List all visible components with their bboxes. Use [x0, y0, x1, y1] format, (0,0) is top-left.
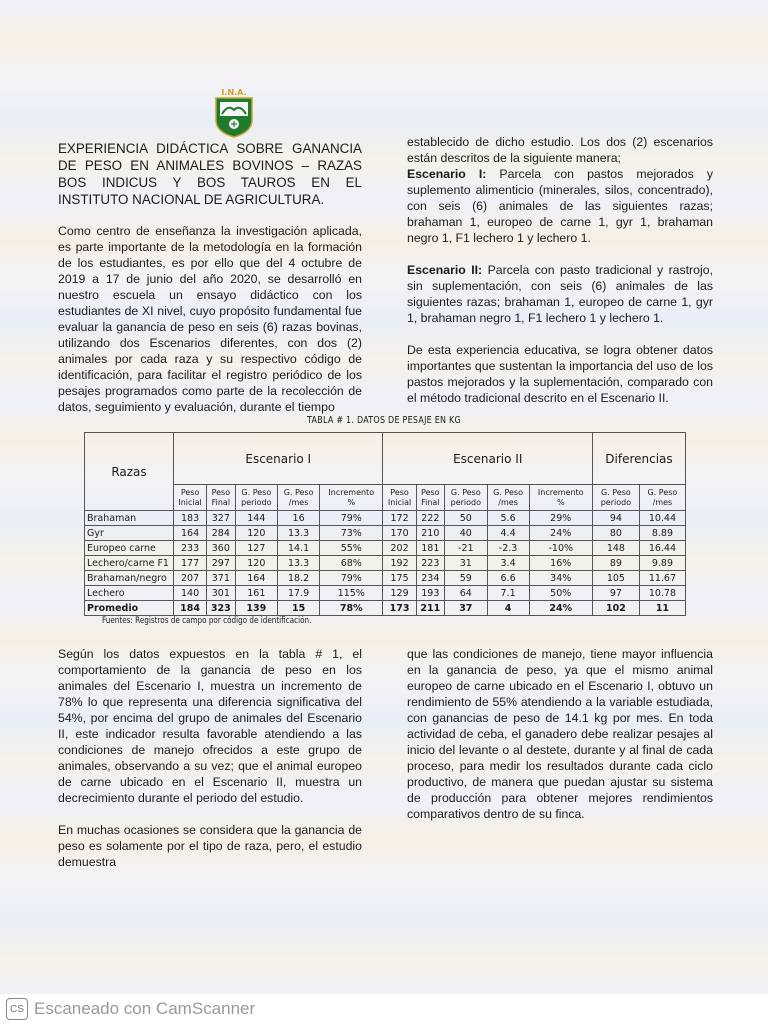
- left-column-bottom: [58, 646, 362, 870]
- intro-paragraph: Como centro de enseñanza la investigación aplicada, es parte importante de la metodología en la formación de los estudiantes, es por ello que del 4 octubre de 2019 a 17 de junio del año 2020, se desarrolló en nuestro escuela un ensayo didáctico con los estudiantes de XI nivel, cuyo propósito fundamental fue evaluar la ganancia de peso en seis (6) razas bovinas, utilizando dos Escenarios diferentes, con dos (2) animales por cada raza y su respectivo código de identificación, para facilitar el registro periódico de los pesajes programados como parte de la recolección de datos, seguimiento y evaluación, durante el tiempo: [58, 224, 362, 414]
- sub-header: [444, 485, 487, 511]
- breed-name: Gyr: [85, 526, 174, 541]
- table-cell: 79%: [320, 571, 383, 586]
- table-cell: 9.89: [639, 556, 685, 571]
- sub-header-line: %: [347, 497, 356, 507]
- sub-header-line: G. Peso: [647, 487, 678, 497]
- table-cell: 102: [592, 601, 639, 616]
- intro-continuation: establecido de dicho estudio. Los dos (2) escenarios están descritos de la siguiente manera;: [407, 135, 713, 165]
- table-row: [85, 526, 686, 541]
- table-cell: 192: [383, 556, 416, 571]
- sub-header-line: Incremento: [328, 487, 375, 497]
- table-cell: 211: [416, 601, 444, 616]
- table-cell: 183: [174, 511, 207, 526]
- table-cell: 164: [174, 526, 207, 541]
- table-cell: 371: [207, 571, 235, 586]
- table-cell: 40: [444, 526, 487, 541]
- table-cell: 327: [207, 511, 235, 526]
- table-cell: 175: [383, 571, 416, 586]
- camscanner-icon: CS: [6, 998, 28, 1020]
- sub-header: [235, 485, 278, 511]
- table-cell: 13.3: [278, 556, 320, 571]
- sub-header: [207, 485, 235, 511]
- table-body: [85, 511, 686, 616]
- scenario-2-text: Parcela con pasto tradicional y rastrojo, sin suplementación, con seis (6) animales de las siguientes razas; brahaman 1, europeo de carne 1, gyr 1, brahaman negro 1, F1 lechero 1 y lechero 1.: [407, 263, 713, 325]
- logo-text: I.N.A.: [221, 88, 247, 97]
- sub-header-line: /mes: [498, 497, 518, 507]
- table-cell: 181: [416, 541, 444, 556]
- analysis-paragraph-1: Según los datos expuestos en la tabla # 1, el comportamiento de la ganancia de peso en los animales del Escenario I, muestra un incremento de 78% lo que representa una diferencia significativa del 54%, por encima del grupo de animales del Escenario II, este indicador resulta favorable atendiendo a las condiciones de manejo ofrecidos a este grupo de animales, observando a su vez; que el animal europeo de carne ubicado en el Escenario II, muestra un decrecimiento durante el periodo del estudio.: [58, 647, 362, 805]
- scenario-2-paragraph: [407, 262, 713, 326]
- table-cell: -21: [444, 541, 487, 556]
- left-column-top: [58, 140, 362, 415]
- table-cell: 13.3: [278, 526, 320, 541]
- right-column-top: [407, 134, 713, 406]
- table-cell: 5.6: [487, 511, 529, 526]
- table-cell: 16: [278, 511, 320, 526]
- weighing-table: [84, 432, 686, 616]
- sub-header-line: G. Peso: [493, 487, 523, 497]
- breed-name: Brahaman: [85, 511, 174, 526]
- sub-header-line: G. Peso: [283, 487, 314, 497]
- sub-header: [174, 485, 207, 511]
- table-cell: 120: [235, 526, 278, 541]
- sub-header-line: G. Peso: [450, 487, 481, 497]
- sub-header-line: Incremento: [537, 487, 584, 497]
- table-cell: 29%: [529, 511, 592, 526]
- sub-header: [487, 485, 529, 511]
- differences-header: Diferencias: [592, 433, 685, 485]
- camscanner-footer: [0, 994, 768, 1024]
- table-cell: 127: [235, 541, 278, 556]
- table-cell: 222: [416, 511, 444, 526]
- scenario-2-header: Escenario II: [383, 433, 592, 485]
- table-cell: 161: [235, 586, 278, 601]
- table-cell: 129: [383, 586, 416, 601]
- table-cell: 140: [174, 586, 207, 601]
- table-cell: 223: [416, 556, 444, 571]
- ina-logo: [212, 86, 256, 138]
- document-title: EXPERIENCIA DIDÁCTICA SOBRE GANANCIA DE PESO EN ANIMALES BOVINOS – RAZAS BOS INDICUS Y BOS TAUROS EN EL INSTITUTO NACIONAL DE AGRICULTURA.: [58, 141, 362, 207]
- scenario-1-label: Escenario I:: [407, 167, 487, 181]
- table-cell: 15: [278, 601, 320, 616]
- sub-header-line: Final: [421, 497, 440, 507]
- scenario-1-paragraph: [407, 166, 713, 246]
- table-cell: 301: [207, 586, 235, 601]
- table-cell: 97: [592, 586, 639, 601]
- table-cell: 11: [639, 601, 685, 616]
- table-cell: 7.1: [487, 586, 529, 601]
- table-cell: 193: [416, 586, 444, 601]
- table-cell: 234: [416, 571, 444, 586]
- sub-header-line: Peso: [180, 487, 200, 497]
- scenario-1-header: Escenario I: [174, 433, 383, 485]
- sub-header: [320, 485, 383, 511]
- sub-header: [278, 485, 320, 511]
- sub-header-line: periodo: [241, 497, 272, 507]
- razas-header: Razas: [85, 433, 174, 511]
- table-cell: 18.2: [278, 571, 320, 586]
- table-row: [85, 541, 686, 556]
- table-row: [85, 571, 686, 586]
- table-cell: 172: [383, 511, 416, 526]
- table-cell: 24%: [529, 601, 592, 616]
- table-cell: 120: [235, 556, 278, 571]
- sub-header: [592, 485, 639, 511]
- table-sources: Fuentes: Registros de campo por código de identificación.: [102, 616, 312, 626]
- table-cell: 50: [444, 511, 487, 526]
- sub-header-line: /mes: [288, 497, 309, 507]
- table-cell: 80: [592, 526, 639, 541]
- sub-header-line: /mes: [652, 497, 673, 507]
- table-cell: 4.4: [487, 526, 529, 541]
- table-cell: 79%: [320, 511, 383, 526]
- average-row: [85, 601, 686, 616]
- table-cell: 8.89: [639, 526, 685, 541]
- table-cell: 297: [207, 556, 235, 571]
- table-cell: 10.78: [639, 586, 685, 601]
- table-cell: 148: [592, 541, 639, 556]
- breed-name: Brahaman/negro: [85, 571, 174, 586]
- table-cell: 284: [207, 526, 235, 541]
- table-cell: 94: [592, 511, 639, 526]
- table-cell: 4: [487, 601, 529, 616]
- breed-name: Lechero: [85, 586, 174, 601]
- table-cell: 64: [444, 586, 487, 601]
- camscanner-text: Escaneado con CamScanner: [34, 999, 256, 1018]
- table-row: [85, 586, 686, 601]
- table-cell: 202: [383, 541, 416, 556]
- scenario-2-label: Escenario II:: [407, 263, 483, 277]
- table-cell: 78%: [320, 601, 383, 616]
- table-cell: 55%: [320, 541, 383, 556]
- table-cell: 164: [235, 571, 278, 586]
- sub-header-line: Peso: [390, 487, 409, 497]
- table-cell: 139: [235, 601, 278, 616]
- table-cell: 11.67: [639, 571, 685, 586]
- right-column-bottom: [407, 646, 713, 822]
- table-cell: 3.4: [487, 556, 529, 571]
- sub-header-line: Final: [211, 497, 231, 507]
- table-cell: 360: [207, 541, 235, 556]
- table-cell: 34%: [529, 571, 592, 586]
- table-cell: 89: [592, 556, 639, 571]
- analysis-paragraph-2: En muchas ocasiones se considera que la ganancia de peso es solamente por el tipo de raza, pero, el estudio demuestra: [58, 823, 362, 869]
- table-cell: 24%: [529, 526, 592, 541]
- table-cell: 16.44: [639, 541, 685, 556]
- table-cell: 37: [444, 601, 487, 616]
- table-cell: -2.3: [487, 541, 529, 556]
- breed-name: Europeo carne: [85, 541, 174, 556]
- sub-header: [416, 485, 444, 511]
- sub-header-line: periodo: [600, 497, 632, 507]
- table-caption: TABLA # 1. DATOS DE PESAJE EN KG: [307, 415, 461, 426]
- table-cell: 144: [235, 511, 278, 526]
- weighing-table-wrapper: [84, 432, 686, 616]
- table-cell: 173: [383, 601, 416, 616]
- table-cell: 177: [174, 556, 207, 571]
- sub-header-line: G. Peso: [241, 487, 272, 497]
- analysis-paragraph-3: que las condiciones de manejo, tiene mayor influencia en la ganancia de peso, ya que el mismo animal europeo de carne ubicado en el Escenario I, obtuvo un rendimiento de 55% atendiendo a la variable estudiada, con ganancias de peso de 14.1 kg por mes. En toda actividad de ceba, el ganadero debe realizar pesajes al inicio del levante o al destete, durante y al final de cada proceso, para medir los resultados durante cada ciclo productivo, de manera que puedan ajustar su sistema de producción para obtener mejores rendimientos comparativos dentro de su finca.: [407, 647, 713, 821]
- breed-name: Lechero/carne F1: [85, 556, 174, 571]
- sub-header-line: Peso: [421, 487, 440, 497]
- table-cell: 31: [444, 556, 487, 571]
- scenario-1-text: Parcela con pastos mejorados y suplemento alimenticio (minerales, silos, concentrado), con seis (6) animales de las siguientes razas; brahaman 1, europeo de carne 1, gyr 1, brahaman negro 1, F1 lechero 1 y lechero 1.: [407, 167, 713, 245]
- table-cell: 184: [174, 601, 207, 616]
- table-cell: 10.44: [639, 511, 685, 526]
- table-cell: 207: [174, 571, 207, 586]
- table-row: [85, 511, 686, 526]
- sub-header-line: Inicial: [387, 497, 412, 507]
- table-cell: 323: [207, 601, 235, 616]
- sub-header-line: G. Peso: [601, 487, 631, 497]
- table-cell: 14.1: [278, 541, 320, 556]
- table-cell: 105: [592, 571, 639, 586]
- conclusion-paragraph: De esta experiencia educativa, se logra obtener datos importantes que sustentan la importancia del uso de los pastos mejorados y la suplementación, comparado con el método tradicional descrito en el Escenario II.: [407, 343, 713, 405]
- sub-header: [383, 485, 416, 511]
- breed-name: Promedio: [85, 601, 174, 616]
- sub-header: [529, 485, 592, 511]
- sub-header-line: Peso: [211, 487, 231, 497]
- table-cell: 16%: [529, 556, 592, 571]
- table-cell: 68%: [320, 556, 383, 571]
- table-cell: -10%: [529, 541, 592, 556]
- table-cell: 59: [444, 571, 487, 586]
- table-cell: 170: [383, 526, 416, 541]
- table-cell: 50%: [529, 586, 592, 601]
- table-row: [85, 556, 686, 571]
- sub-header-row: [85, 485, 686, 511]
- table-cell: 233: [174, 541, 207, 556]
- sub-header-line: %: [556, 497, 565, 507]
- table-cell: 6.6: [487, 571, 529, 586]
- table-cell: 210: [416, 526, 444, 541]
- sub-header-line: Inicial: [178, 497, 202, 507]
- sub-header: [639, 485, 685, 511]
- table-cell: 17.9: [278, 586, 320, 601]
- sub-header-line: periodo: [450, 497, 481, 507]
- table-cell: 73%: [320, 526, 383, 541]
- table-cell: 115%: [320, 586, 383, 601]
